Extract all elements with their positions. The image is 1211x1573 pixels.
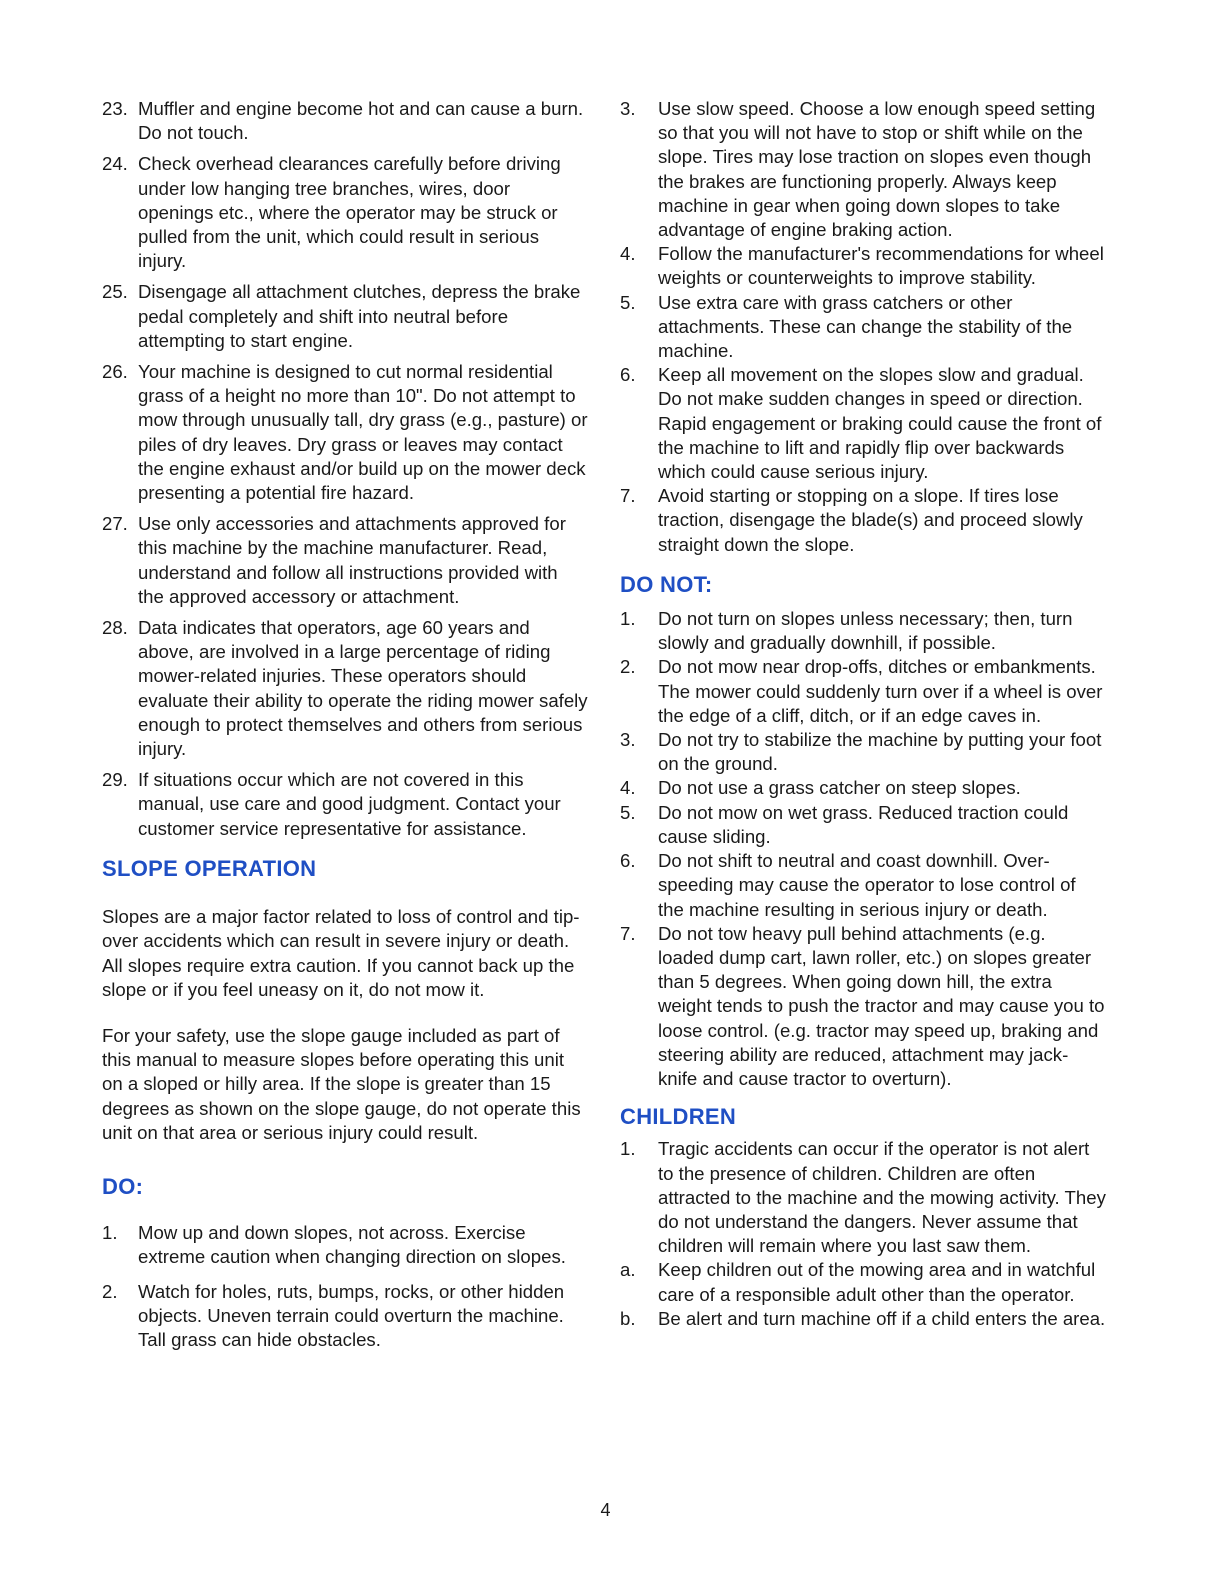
sub-list-item xyxy=(620,1307,1106,1331)
item-text: Be alert and turn machine off if a child enters the area. xyxy=(658,1307,1106,1329)
item-number: 4. xyxy=(620,243,636,265)
list-item xyxy=(620,242,1106,290)
do-not-list xyxy=(620,607,1106,1091)
list-item xyxy=(620,728,1106,776)
list-item xyxy=(102,616,588,761)
right-column xyxy=(620,97,1106,1331)
list-item xyxy=(102,280,588,353)
item-number: 7. xyxy=(620,922,636,944)
item-number: 2. xyxy=(102,1280,118,1302)
item-number: 3. xyxy=(620,98,636,119)
do-heading: DO: xyxy=(102,1173,144,1199)
children-sub-list xyxy=(620,1258,1106,1331)
list-item xyxy=(620,922,1106,1091)
item-text: Keep children out of the mowing area and in watchful care of a responsible adult other than the operator. xyxy=(658,1259,1096,1305)
list-item xyxy=(620,291,1106,364)
do-list-continued xyxy=(620,97,1106,557)
item-number: 6. xyxy=(620,364,636,386)
list-item xyxy=(620,801,1106,849)
children-heading: CHILDREN xyxy=(620,1104,737,1130)
children-list xyxy=(620,1137,1106,1258)
item-letter: a. xyxy=(620,1259,636,1281)
item-text: Do not mow near drop-offs, ditches or embankments. The mower could suddenly turn over if a wheel is over the edge of a cliff, ditch, or if an edge caves in. xyxy=(658,656,1103,726)
do-list xyxy=(102,1221,588,1352)
list-item xyxy=(102,360,588,505)
do-not-heading: DO NOT: xyxy=(620,571,713,597)
item-number: 4. xyxy=(620,777,636,799)
item-text: Use only accessories and attachments approved for this machine by the machine manufacturer. Read, understand and follow all instructions provided with the approved accessory or attachment. xyxy=(138,513,566,607)
item-number: 23. xyxy=(102,98,128,119)
item-number: 2. xyxy=(620,656,636,678)
item-text: Use slow speed. Choose a low enough speed setting so that you will not have to stop or shift while on the slope. Tires may lose traction on slopes even though the brakes are functioning properly. Always keep machine in gear when going down slopes to take advantage of engine braking action. xyxy=(658,98,1096,241)
list-item xyxy=(102,152,588,273)
list-item xyxy=(102,768,588,841)
item-number: 24. xyxy=(102,153,128,175)
item-number: 6. xyxy=(620,850,636,872)
item-text: Follow the manufacturer's recommendations for wheel weights or counterweights to improve stability. xyxy=(658,243,1104,289)
item-text: Do not shift to neutral and coast downhill. Over-speeding may cause the operator to lose control of the machine resulting in serious injury or death. xyxy=(658,850,1076,920)
list-item xyxy=(620,776,1106,800)
list-item xyxy=(102,1280,588,1353)
item-number: 27. xyxy=(102,513,128,535)
list-item xyxy=(620,655,1106,728)
item-text: Data indicates that operators, age 60 years and above, are involved in a large percentage of riding mower-related injuries. These operators should evaluate their ability to operate the riding mower safely enough to protect themselves and others from serious injury. xyxy=(138,617,588,760)
item-text: Do not tow heavy pull behind attachments (e.g. loaded dump cart, lawn roller, etc.) on slopes greater than 5 degrees. When going down hill, the extra weight tends to push the tractor and may cause you to loose control. (e.g. tractor may speed up, braking and steering ability are reduced, attachment may jack-knife and cause tractor to overturn). xyxy=(658,922,1105,1089)
item-number: 3. xyxy=(620,729,636,751)
item-letter: b. xyxy=(620,1307,636,1329)
item-number: 1. xyxy=(620,1138,636,1160)
item-number: 1. xyxy=(102,1222,118,1244)
item-number: 28. xyxy=(102,617,128,639)
item-number: 5. xyxy=(620,801,636,823)
list-item xyxy=(620,97,1106,242)
list-item xyxy=(102,1221,588,1269)
list-item xyxy=(102,512,588,609)
list-item xyxy=(102,97,588,145)
item-text: Do not try to stabilize the machine by putting your foot on the ground. xyxy=(658,729,1102,775)
item-number: 29. xyxy=(102,769,128,791)
sub-list-item xyxy=(620,1258,1106,1306)
slope-paragraph-2: For your safety, use the slope gauge included as part of this manual to measure slopes before operating this unit on a sloped or hilly area. If the slope is greater than 15 degrees as shown on the slope gauge, do not operate this unit on that area or serious injury could result. xyxy=(102,1024,581,1143)
item-text: Mow up and down slopes, not across. Exercise extreme caution when changing direction on slopes. xyxy=(138,1222,566,1268)
item-number: 1. xyxy=(620,608,636,630)
item-text: Do not turn on slopes unless necessary; then, turn slowly and gradually downhill, if possible. xyxy=(658,608,1073,654)
item-text: Disengage all attachment clutches, depress the brake pedal completely and shift into neutral before attempting to start engine. xyxy=(138,281,581,351)
item-text: If situations occur which are not covered in this manual, use care and good judgment. Contact your customer service representative for assistance. xyxy=(138,769,561,839)
item-text: Tragic accidents can occur if the operator is not alert to the presence of children. Children are often attracted to the machine and the mowing activity. They do not understand the dangers. Never assume that children will remain where you last saw them. xyxy=(658,1138,1106,1257)
left-column xyxy=(102,97,588,1359)
list-item xyxy=(620,607,1106,655)
slope-paragraph-1: Slopes are a major factor related to loss of control and tip-over accidents which can result in severe injury or death. All slopes require extra caution. If you cannot back up the slope or if you feel uneasy on it, do not mow it. xyxy=(102,906,580,1000)
slope-operation-heading: SLOPE OPERATION xyxy=(102,855,317,881)
item-text: Keep all movement on the slopes slow and gradual. Do not make sudden changes in speed or direction. Rapid engagement or braking could cause the front of the machine to lift and rapidly flip over backwards which could cause serious injury. xyxy=(658,364,1102,483)
list-item xyxy=(620,363,1106,484)
item-text: Do not mow on wet grass. Reduced traction could cause sliding. xyxy=(658,801,1069,847)
item-number: 5. xyxy=(620,291,636,313)
item-text: Avoid starting or stopping on a slope. If tires lose traction, disengage the blade(s) and proceed slowly straight down the slope. xyxy=(658,485,1083,555)
item-text: Do not use a grass catcher on steep slopes. xyxy=(658,777,1021,799)
list-item xyxy=(620,849,1106,922)
item-number: 26. xyxy=(102,361,128,383)
item-text: Your machine is designed to cut normal residential grass of a height no more than 10". Do not attempt to mow through unusually tall, dry grass (e.g., pasture) or piles of dry leaves. Dry grass or leaves may contact the engine exhaust and/or build up on the mower deck presenting a potential fire hazard. xyxy=(138,361,588,504)
item-number: 25. xyxy=(102,281,128,303)
safety-rules-list xyxy=(102,97,588,841)
page-number: 4 xyxy=(600,1500,611,1520)
list-item xyxy=(620,484,1106,557)
item-text: Muffler and engine become hot and can cause a burn. Do not touch. xyxy=(138,98,584,144)
item-text: Watch for holes, ruts, bumps, rocks, or other hidden objects. Uneven terrain could overturn the machine. Tall grass can hide obstacles. xyxy=(138,1280,565,1350)
item-text: Use extra care with grass catchers or other attachments. These can change the stability of the machine. xyxy=(658,291,1073,362)
item-text: Check overhead clearances carefully before driving under low hanging tree branches, wires, door openings etc., where the operator may be struck or pulled from the unit, which could result in serious injury. xyxy=(138,153,561,272)
item-number: 7. xyxy=(620,485,636,507)
list-item xyxy=(620,1137,1106,1258)
